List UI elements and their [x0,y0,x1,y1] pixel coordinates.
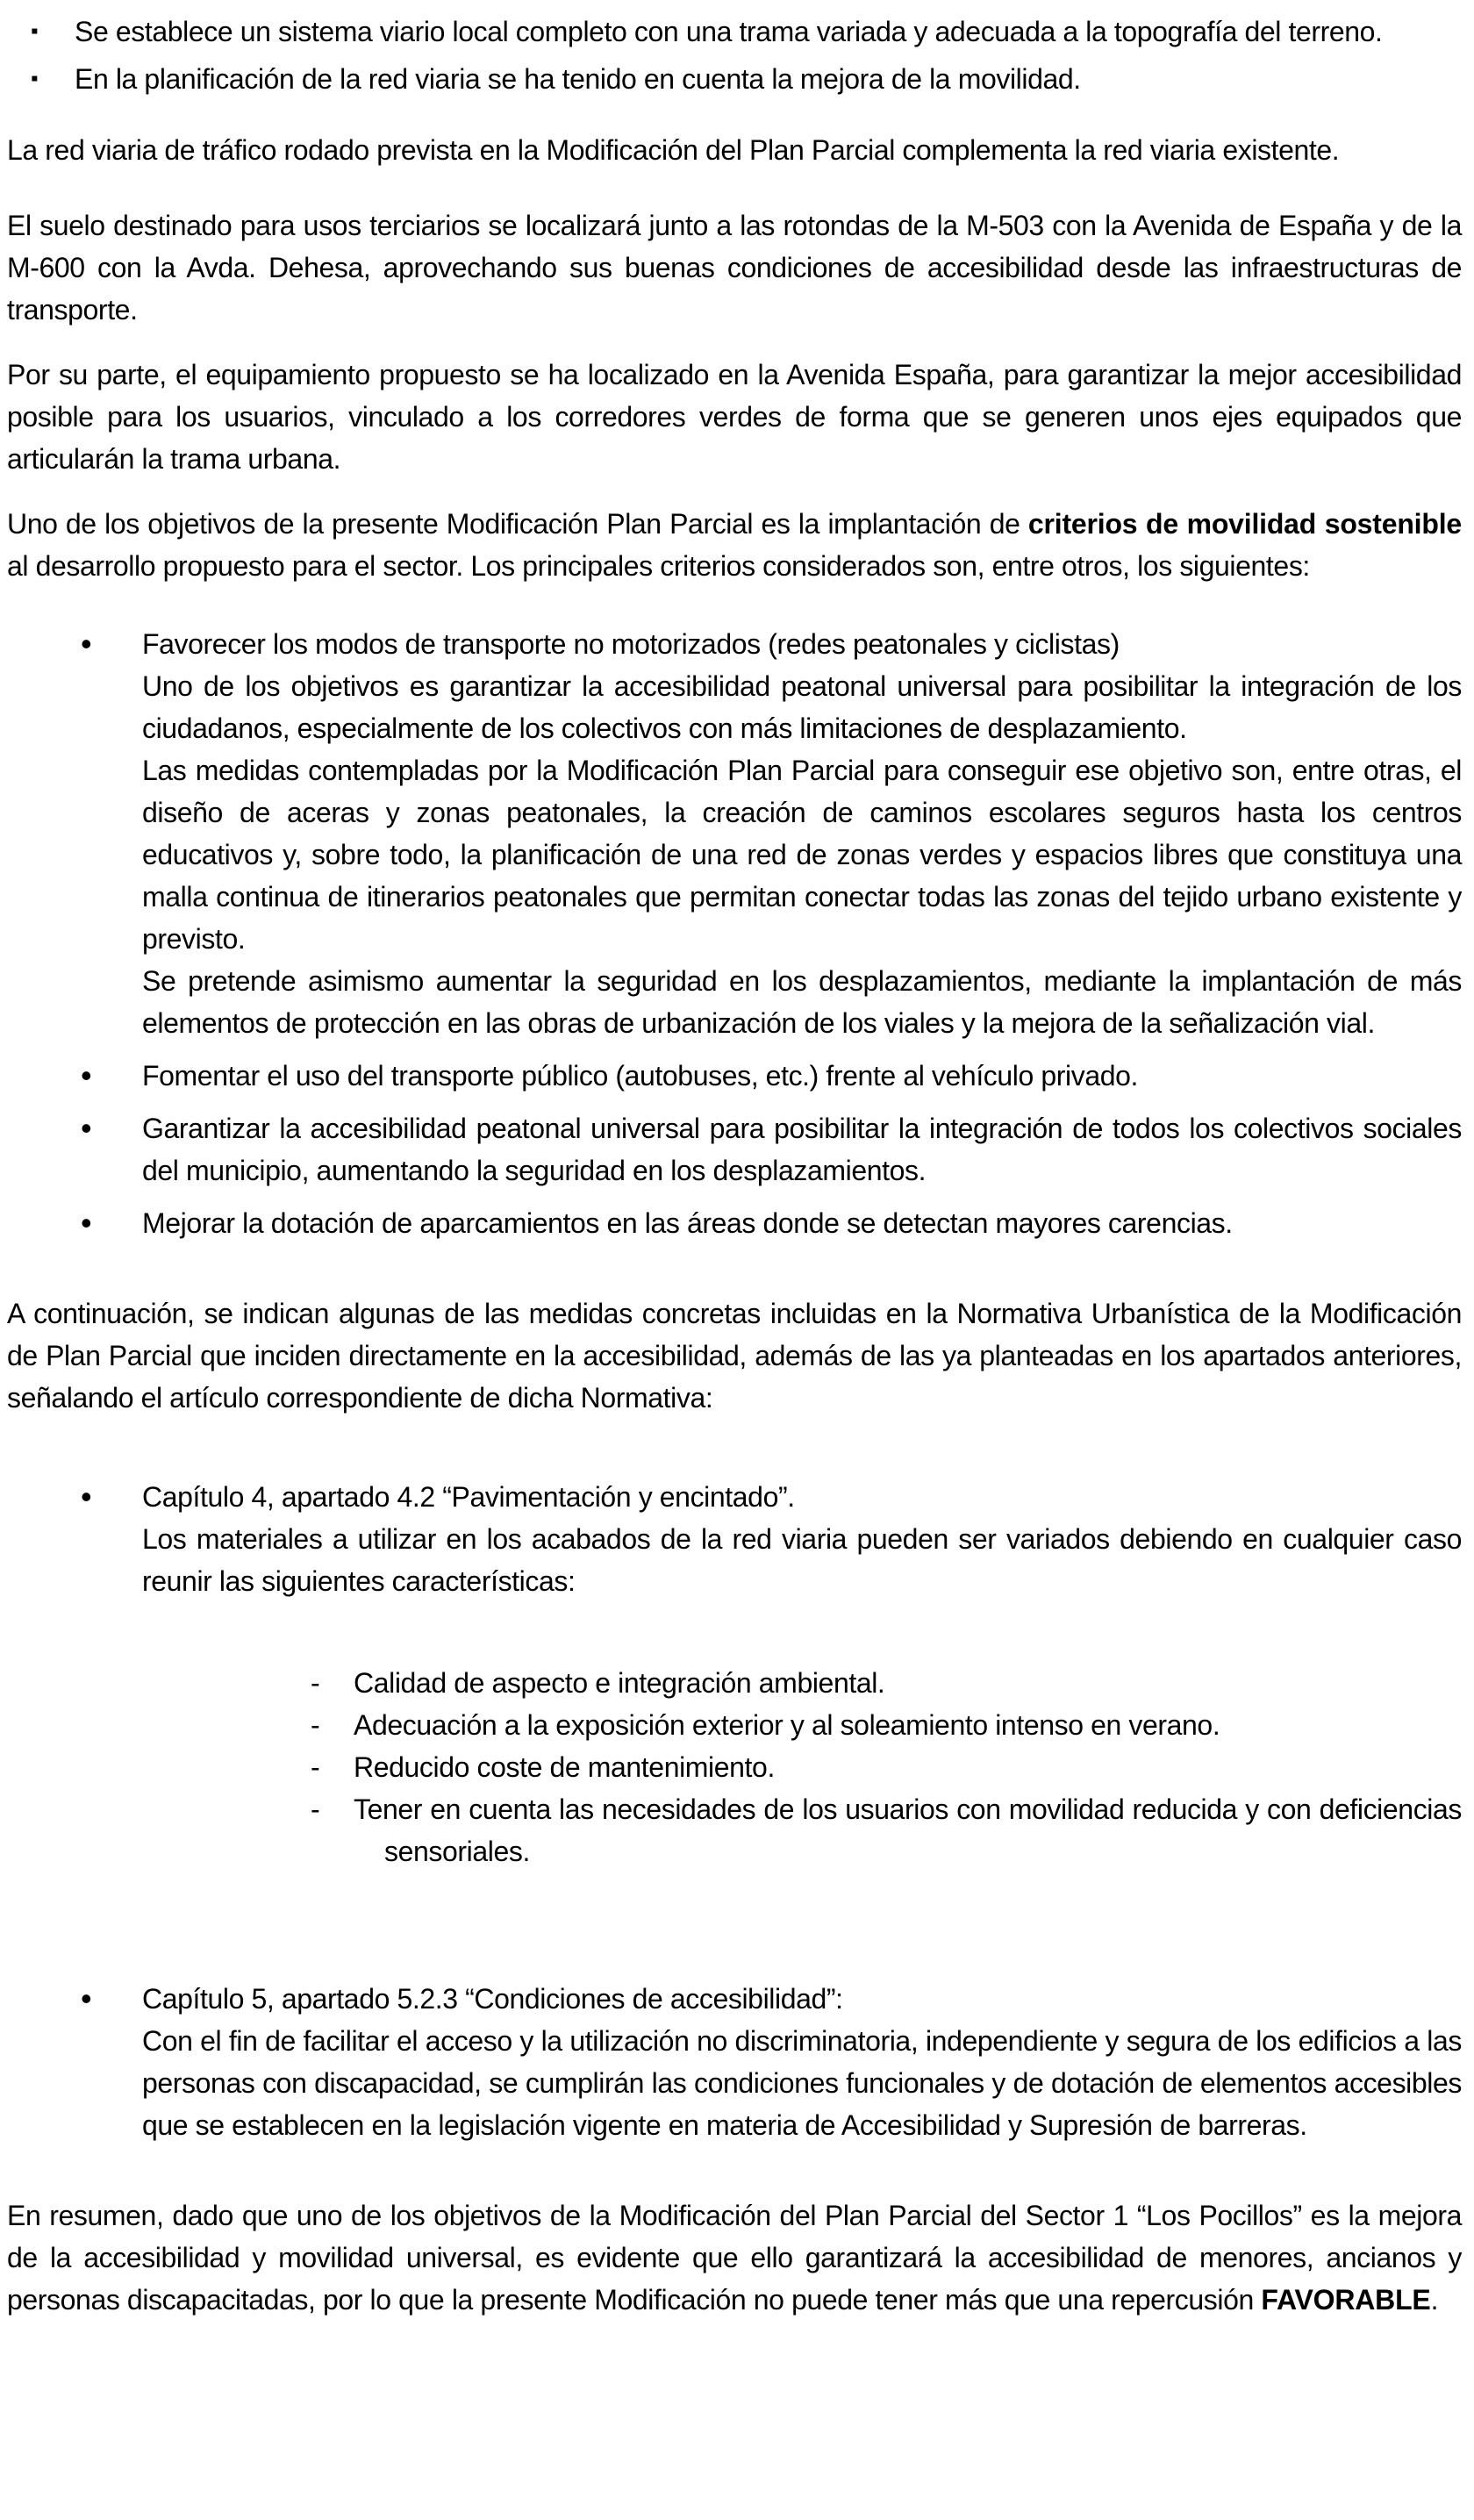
paragraph-red-viaria: La red viaria de tráfico rodado prevista en la Modificación del Plan Parcial complementa la red viaria existente. [7,134,1340,166]
list-item-line: Favorecer los modos de transporte no motorizados (redes peatonales y ciclistas) [142,628,1120,660]
list-item-text: Adecuación a la exposición exterior y al soleamiento intenso en verano. [354,1709,1220,1741]
dash-bullet-icon: - [311,1709,320,1741]
list-item-paragraph: Se pretende asimismo aumentar la seguridad en los desplazamientos, mediante la implantación de más elementos de protección en las obras de urbanización de los viales y la mejora de la señalización vial. [142,965,1462,1039]
list-item-text: Tener en cuenta las necesidades de los usuarios con movilidad reducida y con deficiencias sensoriales. [354,1793,1462,1867]
characteristics-dash-list [142,1662,1462,1872]
list-item [7,58,1462,100]
criteria-bullet-list [7,623,1462,1244]
bold-text-favorable: FAVORABLE [1261,2284,1431,2316]
dash-bullet-icon: - [311,1793,320,1825]
measures-bullet-list [7,1476,1462,2146]
list-item-text: Calidad de aspecto e integración ambiental. [354,1667,885,1699]
list-item [142,1662,1462,1704]
paragraph-resumen [7,2194,1462,2321]
list-item-text: Fomentar el uso del transporte público (autobuses, etc.) frente al vehículo privado. [142,1060,1139,1092]
text-run: En resumen, dado que uno de los objetivos de la Modificación del Plan Parcial del Sector 1 “Los Pocillos” es la mejora de la accesibilidad y movilidad universal, es evidente que ello garantizará la accesibilidad de menores, ancianos y personas discapacitadas, por lo que la presente Modificación no puede tener más que una repercusión [7,2200,1462,2316]
text-run: . [1430,2284,1439,2316]
dash-bullet-icon: - [311,1667,320,1699]
square-bullet-icon: ▪ [31,67,39,90]
list-item [7,623,1462,1044]
measure-body: Con el fin de facilitar el acceso y la utilización no discriminatoria, independiente y segura de los edificios a las personas con discapacidad, se cumplirán las condiciones funcionales y de dotación de elementos accesibles que se establecen en la legislación vigente en materia de Accesibilidad y Supresión de barreras. [142,2025,1462,2141]
list-item [7,11,1462,53]
round-bullet-icon: • [81,1478,92,1514]
list-item [142,1746,1462,1788]
round-bullet-icon: • [81,1057,92,1093]
paragraph-continuacion: A continuación, se indican algunas de las medidas concretas incluidas en la Normativa Urbanística de la Modificación de Plan Parcial que inciden directamente en la accesibilidad, además de las ya planteadas en los apartados anteriores, señalando el artículo correspondiente de dicha Normativa: [7,1298,1462,1414]
intro-bullet-list [7,11,1462,100]
round-bullet-icon: • [81,1205,92,1241]
list-item [7,1107,1462,1192]
round-bullet-icon: • [81,1110,92,1146]
list-item-paragraph: Las medidas contempladas por la Modificación Plan Parcial para conseguir ese objetivo son, entre otras, el diseño de aceras y zonas peatonales, la creación de caminos escolares seguros hasta los centros educativos y, sobre todo, la planificación de una red de zonas verdes y espacios libres que constituya una malla continua de itinerarios peatonales que permitan conectar todas las zonas del tejido urbano existente y previsto. [142,755,1462,955]
list-item-paragraph: Uno de los objetivos es garantizar la accesibilidad peatonal universal para posibilitar la integración de los ciudadanos, especialmente de los colectivos con más limitaciones de desplazamiento. [142,670,1462,744]
paragraph-suelo-terciario: El suelo destinado para usos terciarios se localizará junto a las rotondas de la M-503 con la Avenida de España y de la M-600 con la Avda. Dehesa, aprovechando sus buenas condiciones de accesibilidad desde las infraestructuras de transporte. [7,210,1462,326]
dash-bullet-icon: - [311,1751,320,1783]
list-item-capitulo4 [7,1476,1462,1872]
list-item [7,1055,1462,1097]
list-item-text: Garantizar la accesibilidad peatonal universal para posibilitar la integración de todos los colectivos sociales del municipio, aumentando la seguridad en los desplazamientos. [142,1113,1462,1186]
list-item-text: Mejorar la dotación de aparcamientos en las áreas donde se detectan mayores carencias. [142,1207,1233,1239]
list-item-text: Reducido coste de mantenimiento. [354,1751,775,1783]
list-item [142,1704,1462,1746]
measure-body: Los materiales a utilizar en los acabados de la red viaria pueden ser variados debiendo en cualquier caso reunir las siguientes características: [142,1523,1462,1597]
measure-title: Capítulo 4, apartado 4.2 “Pavimentación y encintado”. [142,1481,795,1513]
list-item [7,1202,1462,1244]
text-run: al desarrollo propuesto para el sector. Los principales criterios considerados son, entre otros, los siguientes: [7,550,1310,582]
paragraph-objetivos-movilidad [7,503,1462,587]
paragraph-equipamiento: Por su parte, el equipamiento propuesto se ha localizado en la Avenida España, para garantizar la mejor accesibilidad posible para los usuarios, vinculado a los corredores verdes de forma que se generen unos ejes equipados que articularán la trama urbana. [7,359,1462,475]
square-bullet-icon: ▪ [31,19,39,43]
round-bullet-icon: • [81,1980,92,2016]
list-item-capitulo5 [7,1978,1462,2146]
list-item [142,1788,1462,1872]
list-item-text: En la planificación de la red viaria se ha tenido en cuenta la mejora de la movilidad. [75,63,1081,95]
bold-text-criterios: criterios de movilidad sostenible [1027,508,1462,540]
round-bullet-icon: • [81,626,92,662]
text-run: Uno de los objetivos de la presente Modificación Plan Parcial es la implantación de [7,508,1028,540]
measure-title: Capítulo 5, apartado 5.2.3 “Condiciones de accesibilidad”: [142,1983,843,2015]
list-item-text: Se establece un sistema viario local completo con una trama variada y adecuada a la topografía del terreno. [75,16,1383,47]
